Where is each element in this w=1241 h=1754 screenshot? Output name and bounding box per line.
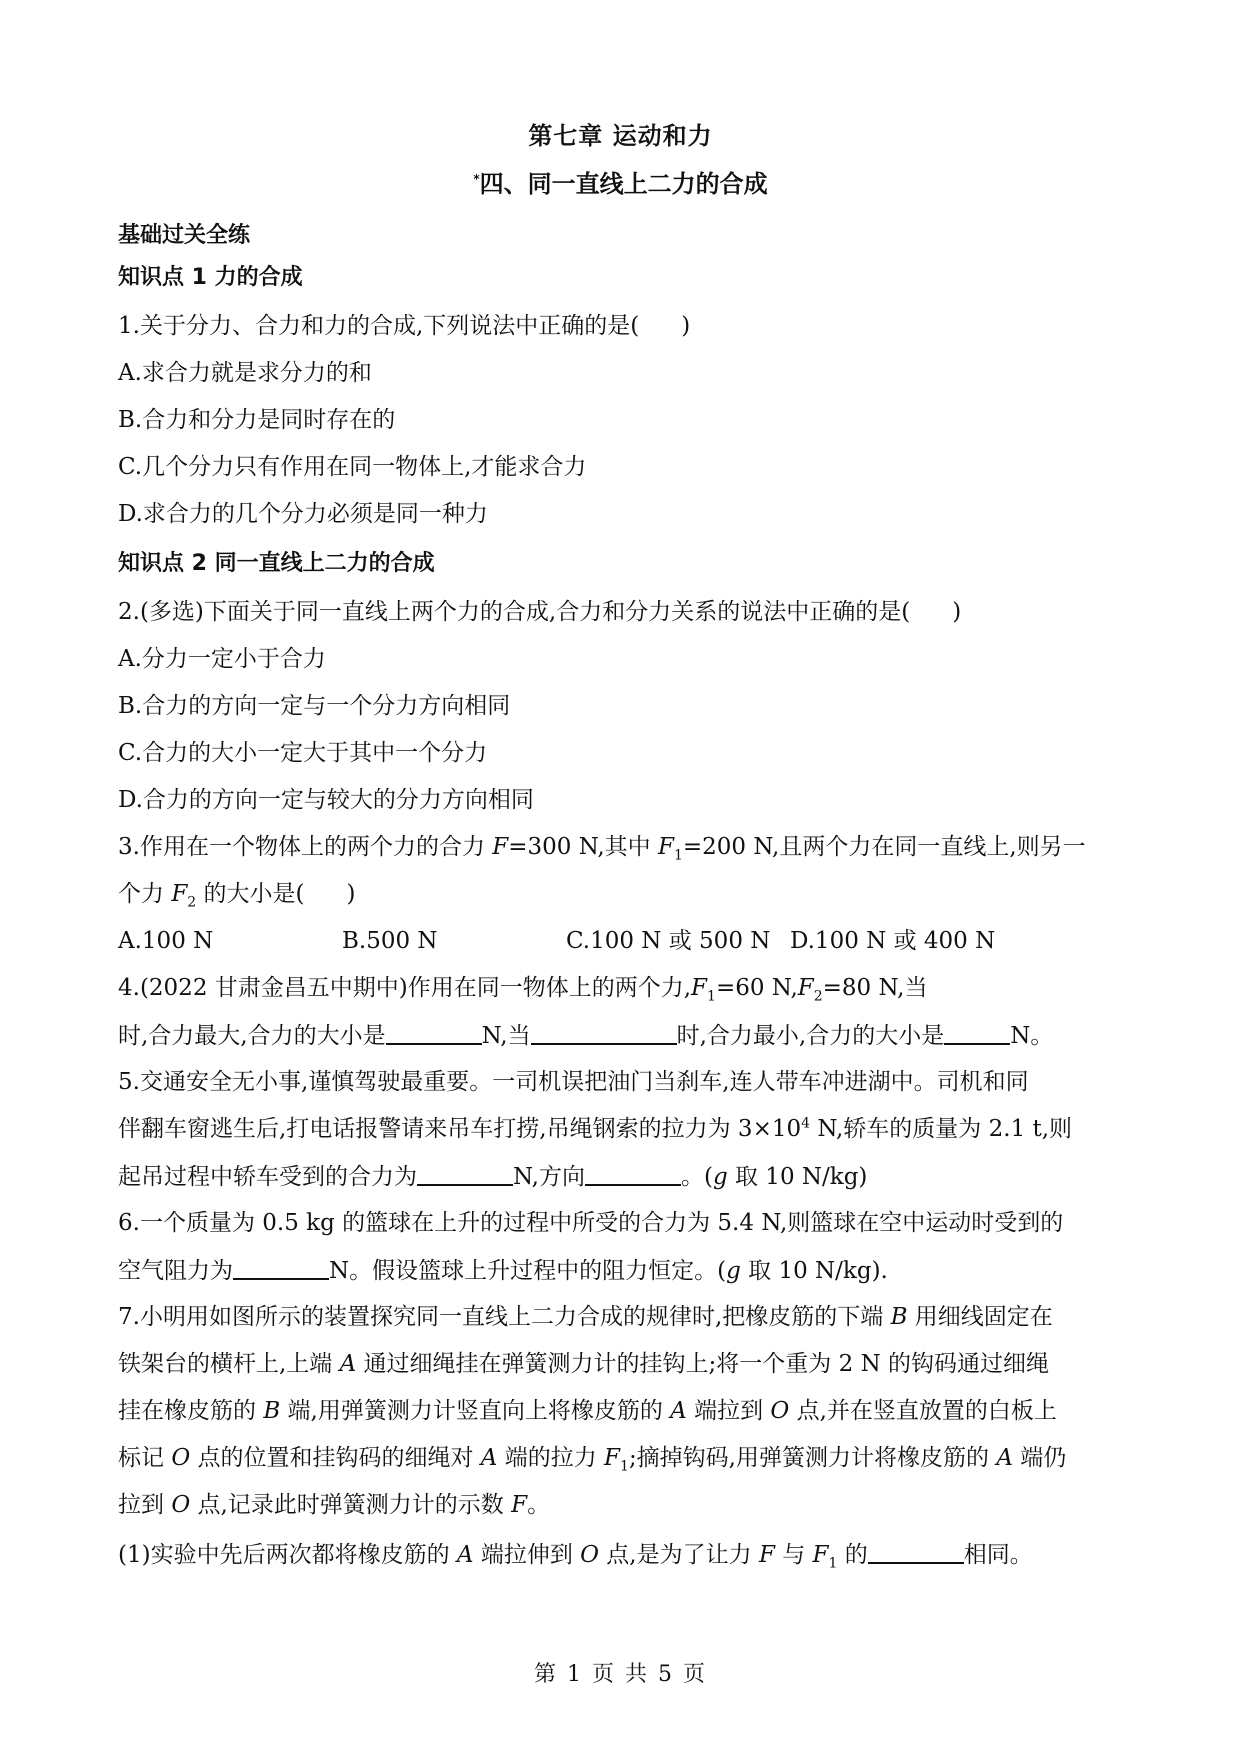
q7-var-f: F	[758, 1542, 775, 1568]
q5-line1: 5.交通安全无小事,谨慎驾驶最重要。一司机误把油门当刹车,连人带车冲进湖中。司机和同	[118, 1069, 1029, 1095]
q6-blank-1[interactable]	[233, 1254, 329, 1280]
q7-text: 拉到	[118, 1492, 172, 1518]
q4-text: N。	[1010, 1023, 1054, 1049]
q7-text: 。	[527, 1492, 551, 1518]
q6-text: 取 10 N/kg).	[740, 1258, 888, 1284]
q7-var-o: O	[171, 1492, 191, 1518]
q4-text: =60 N,	[715, 975, 798, 1001]
q7-subquestion-1	[118, 1538, 1128, 1571]
q3-option-c: C.100 N 或 500 N	[566, 928, 771, 954]
q7-text: 点,并在竖直放置的白板上	[789, 1398, 1057, 1424]
q7-text: 标记	[118, 1445, 172, 1471]
q4-line2	[118, 1019, 1128, 1052]
q4-var-f1: F	[691, 975, 708, 1001]
q7-text: 端拉到	[686, 1398, 771, 1424]
q1-stem	[118, 310, 1128, 342]
knowledge-point-1: 知识点 1 力的合成	[118, 265, 303, 290]
q3-options	[118, 925, 1128, 957]
q5-blank-2[interactable]	[585, 1160, 681, 1186]
q7-text: 点的位置和挂钩码的细绳对	[190, 1445, 481, 1471]
q5-var-g: g	[712, 1164, 728, 1190]
q1-option-d: D.求合力的几个分力必须是同一种力	[118, 501, 488, 527]
q1-option-a: A.求合力就是求分力的和	[118, 360, 372, 386]
q5-line3	[118, 1160, 1128, 1193]
q5-text: 起吊过程中轿车受到的合力为	[118, 1164, 417, 1190]
q4-text: N,当	[481, 1023, 531, 1049]
q4-line1	[118, 972, 1128, 1004]
q2-stem-text: 2.(多选)下面关于同一直线上两个力的合成,合力和分力关系的说法中正确的是(	[118, 599, 911, 625]
q3-option-b: B.500 N	[342, 928, 438, 954]
q7-line2	[118, 1348, 1128, 1380]
q3-stem-line1	[118, 831, 1128, 863]
q7-var-b: B	[890, 1304, 908, 1330]
q7-var-a: A	[456, 1542, 474, 1568]
q4-blank-2[interactable]	[531, 1019, 677, 1045]
q4-sub-1: 1	[707, 988, 716, 1005]
q5-text: N,轿车的质量为 2.1 t,则	[810, 1116, 1073, 1142]
q7-line5	[118, 1489, 1128, 1521]
q7-var-a: A	[996, 1445, 1013, 1471]
q4-text: 时,合力最大,合力的大小是	[118, 1023, 386, 1049]
q5-text: 。(	[680, 1164, 713, 1190]
q5-text: 伴翻车窗逃生后,打电话报警请来吊车打捞,吊绳钢索的拉力为 3×10	[118, 1116, 802, 1142]
q5-text: N,方向	[513, 1164, 585, 1190]
section-star: *	[473, 172, 480, 186]
q4-var-f2: F	[797, 975, 814, 1001]
q7-line1	[118, 1301, 1128, 1333]
q3-sub-2: 2	[187, 894, 197, 911]
q4-text: 4.(2022 甘肃金昌五中期中)作用在同一物体上的两个力,	[118, 975, 692, 1001]
q7-var-a: A	[480, 1445, 498, 1471]
q3-text: 3.作用在一个物体上的两个力的合力	[118, 834, 493, 860]
q2-option-b: B.合力的方向一定与一个分力方向相同	[118, 693, 511, 719]
q7-text: 铁架台的横杆上,上端	[118, 1351, 340, 1377]
q2-option-a: A.分力一定小于合力	[118, 646, 326, 672]
q7-var-o: O	[770, 1398, 790, 1424]
q7-text: 点,记录此时弹簧测力计的示数	[190, 1492, 512, 1518]
q6-text: N。假设篮球上升过程中的阻力恒定。(	[329, 1258, 727, 1284]
q7-text: 端拉伸到	[473, 1542, 581, 1568]
q7-text: 端仍	[1012, 1445, 1067, 1471]
q7-line4	[118, 1442, 1128, 1474]
q3-text: =300 N,其中	[508, 834, 658, 860]
q3-sub-1: 1	[673, 847, 683, 864]
q6-line1: 6.一个质量为 0.5 kg 的篮球在上升的过程中所受的合力为 5.4 N,则篮球在空中运动时受到的	[118, 1210, 1064, 1236]
q7-sub-1: 1	[828, 1555, 838, 1572]
q7-var-f: F	[511, 1492, 528, 1518]
section-title	[0, 163, 1241, 200]
q3-option-d: D.100 N 或 400 N	[790, 928, 996, 954]
q3-stem-line2	[118, 878, 1128, 910]
q2-stem	[118, 596, 1128, 628]
q7-var-o: O	[580, 1542, 599, 1568]
chapter-title: 第七章 运动和力	[528, 122, 713, 150]
practice-heading: 基础过关全练	[118, 223, 251, 248]
q4-text: =80 N,当	[822, 975, 928, 1001]
q7-text: 点,是为了让力	[599, 1542, 759, 1568]
q5-line2	[118, 1113, 1128, 1145]
q3-text: 的大小是(	[196, 881, 305, 907]
q7-var-a: A	[670, 1398, 687, 1424]
q7-line3	[118, 1395, 1128, 1427]
q7-var-b: B	[263, 1398, 281, 1424]
q4-blank-1[interactable]	[386, 1019, 482, 1045]
q1-stem-text: 1.关于分力、合力和力的合成,下列说法中正确的是(	[118, 313, 640, 339]
q4-text: 时,合力最小,合力的大小是	[676, 1023, 945, 1049]
q6-text: 空气阻力为	[118, 1258, 233, 1284]
q1-option-b: B.合力和分力是同时存在的	[118, 407, 396, 433]
q7-text: 7.小明用如图所示的装置探究同一直线上二力合成的规律时,把橡皮筋的下端	[118, 1304, 891, 1330]
knowledge-point-2: 知识点 2 同一直线上二力的合成	[118, 551, 435, 576]
q3-text: =200 N,且两个力在同一直线上,则另一	[682, 834, 1086, 860]
q7-text: 的	[837, 1542, 868, 1568]
q3-var-f: F	[492, 834, 509, 860]
q3-close: )	[346, 881, 356, 907]
q7-blank-1[interactable]	[868, 1538, 964, 1564]
q3-option-a: A.100 N	[118, 928, 214, 954]
q1-close: )	[681, 313, 691, 339]
q2-option-d: D.合力的方向一定与较大的分力方向相同	[118, 787, 534, 813]
q7-text: 端的拉力	[497, 1445, 605, 1471]
q1-option-c: C.几个分力只有作用在同一物体上,才能求合力	[118, 454, 587, 480]
q7-var-o: O	[171, 1445, 191, 1471]
q7-var-f1: F	[812, 1542, 829, 1568]
q7-text: 与	[774, 1542, 813, 1568]
q3-text: 个力	[118, 881, 172, 907]
q7-text: ;摘掉钩码,用弹簧测力计将橡皮筋的	[628, 1445, 997, 1471]
q7-text: 挂在橡皮筋的	[118, 1398, 264, 1424]
page-footer: 第 1 页 共 5 页	[534, 1662, 707, 1687]
q3-var-f2: F	[171, 881, 188, 907]
q7-text: 相同。	[963, 1542, 1033, 1568]
q7-text: 通过细绳挂在弹簧测力计的挂钩上;将一个重为 2 N 的钩码通过细绳	[356, 1351, 1050, 1377]
q4-blank-3[interactable]	[944, 1019, 1010, 1045]
q7-text: 端,用弹簧测力计竖直向上将橡皮筋的	[280, 1398, 671, 1424]
q2-option-c: C.合力的大小一定大于其中一个分力	[118, 740, 488, 766]
q7-text: (1)实验中先后两次都将橡皮筋的	[118, 1542, 457, 1568]
q5-text: 取 10 N/kg)	[727, 1164, 868, 1190]
q6-var-g: g	[726, 1258, 741, 1284]
q7-sub-1: 1	[620, 1458, 629, 1475]
section-title-text: 四、同一直线上二力的合成	[479, 170, 768, 198]
q7-var-a: A	[339, 1351, 357, 1377]
q2-close: )	[952, 599, 962, 625]
q7-var-f1: F	[604, 1445, 621, 1471]
q4-sub-2: 2	[813, 988, 823, 1005]
q5-blank-1[interactable]	[417, 1160, 513, 1186]
q7-text: 用细线固定在	[907, 1304, 1053, 1330]
q5-exponent: 4	[801, 1115, 811, 1132]
q6-line2	[118, 1254, 1128, 1287]
q3-var-f1: F	[658, 834, 674, 860]
